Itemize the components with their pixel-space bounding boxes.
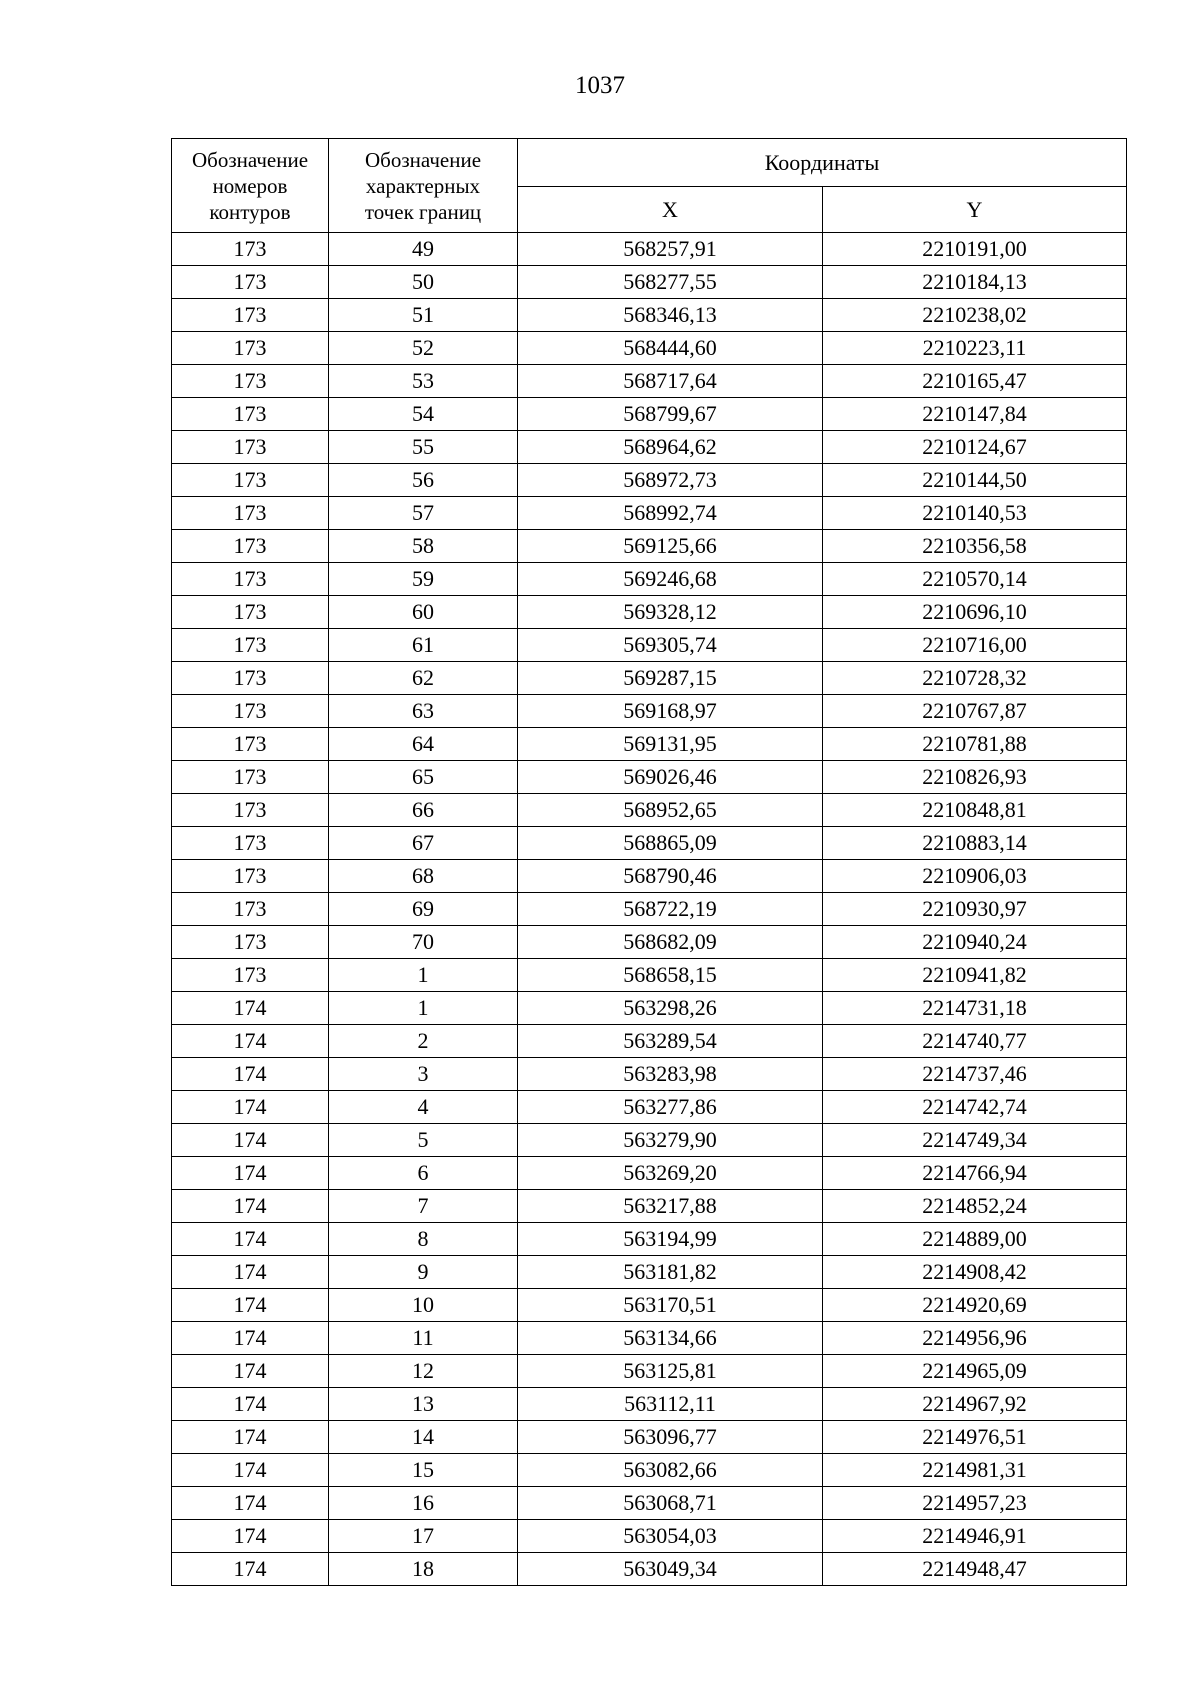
table-row [172,299,1127,332]
point-cell: 6 [329,1157,518,1190]
table-body [172,233,1127,1586]
x-cell: 563134,66 [518,1322,823,1355]
contour-cell: 174 [172,1553,329,1586]
contour-cell: 174 [172,1157,329,1190]
point-cell: 58 [329,530,518,563]
table-row [172,1421,1127,1454]
table-row [172,860,1127,893]
y-cell: 2214852,24 [823,1190,1127,1223]
table-row [172,629,1127,662]
y-cell: 2214742,74 [823,1091,1127,1124]
y-cell: 2214920,69 [823,1289,1127,1322]
point-cell: 16 [329,1487,518,1520]
point-cell: 65 [329,761,518,794]
x-cell: 568722,19 [518,893,823,926]
contour-cell: 174 [172,1190,329,1223]
point-cell: 2 [329,1025,518,1058]
point-cell: 66 [329,794,518,827]
x-cell: 568964,62 [518,431,823,464]
y-cell: 2210191,00 [823,233,1127,266]
table-row [172,464,1127,497]
contour-cell: 174 [172,1124,329,1157]
y-cell: 2210728,32 [823,662,1127,695]
point-cell: 10 [329,1289,518,1322]
contour-cell: 174 [172,1487,329,1520]
point-cell: 12 [329,1355,518,1388]
x-cell: 563181,82 [518,1256,823,1289]
header-contour-number: Обозначение номеров контуров [172,139,329,233]
y-cell: 2214981,31 [823,1454,1127,1487]
point-cell: 54 [329,398,518,431]
y-cell: 2214946,91 [823,1520,1127,1553]
y-cell: 2210238,02 [823,299,1127,332]
contour-cell: 173 [172,662,329,695]
x-cell: 563112,11 [518,1388,823,1421]
contour-cell: 174 [172,1058,329,1091]
header-y: Y [823,187,1127,233]
x-cell: 569328,12 [518,596,823,629]
x-cell: 568277,55 [518,266,823,299]
table-row [172,893,1127,926]
contour-cell: 173 [172,233,329,266]
point-cell: 52 [329,332,518,365]
point-cell: 57 [329,497,518,530]
point-cell: 1 [329,992,518,1025]
y-cell: 2214908,42 [823,1256,1127,1289]
table-row [172,1223,1127,1256]
point-cell: 17 [329,1520,518,1553]
x-cell: 568346,13 [518,299,823,332]
y-cell: 2214976,51 [823,1421,1127,1454]
x-cell: 568865,09 [518,827,823,860]
point-cell: 64 [329,728,518,761]
contour-cell: 174 [172,1223,329,1256]
y-cell: 2210356,58 [823,530,1127,563]
table-row [172,662,1127,695]
contour-cell: 173 [172,695,329,728]
table-row [172,1487,1127,1520]
y-cell: 2210848,81 [823,794,1127,827]
point-cell: 53 [329,365,518,398]
y-cell: 2210570,14 [823,563,1127,596]
contour-cell: 173 [172,827,329,860]
x-cell: 568799,67 [518,398,823,431]
point-cell: 50 [329,266,518,299]
x-cell: 563279,90 [518,1124,823,1157]
x-cell: 569287,15 [518,662,823,695]
point-cell: 18 [329,1553,518,1586]
contour-cell: 173 [172,266,329,299]
y-cell: 2214749,34 [823,1124,1127,1157]
point-cell: 56 [329,464,518,497]
y-cell: 2210184,13 [823,266,1127,299]
x-cell: 563194,99 [518,1223,823,1256]
table-row [172,332,1127,365]
point-cell: 4 [329,1091,518,1124]
contour-cell: 174 [172,1256,329,1289]
point-cell: 60 [329,596,518,629]
table-row [172,1157,1127,1190]
contour-cell: 173 [172,530,329,563]
y-cell: 2214957,23 [823,1487,1127,1520]
point-cell: 8 [329,1223,518,1256]
contour-cell: 173 [172,893,329,926]
contour-cell: 173 [172,431,329,464]
contour-cell: 174 [172,1421,329,1454]
contour-cell: 174 [172,1520,329,1553]
x-cell: 568790,46 [518,860,823,893]
y-cell: 2214766,94 [823,1157,1127,1190]
contour-cell: 174 [172,1388,329,1421]
x-cell: 568717,64 [518,365,823,398]
point-cell: 7 [329,1190,518,1223]
contour-cell: 173 [172,497,329,530]
coordinates-table [171,138,1127,1586]
y-cell: 2214956,96 [823,1322,1127,1355]
y-cell: 2210223,11 [823,332,1127,365]
table-row [172,992,1127,1025]
x-cell: 563049,34 [518,1553,823,1586]
contour-cell: 174 [172,1322,329,1355]
point-cell: 15 [329,1454,518,1487]
point-cell: 3 [329,1058,518,1091]
y-cell: 2214965,09 [823,1355,1127,1388]
table-row [172,1520,1127,1553]
x-cell: 569305,74 [518,629,823,662]
x-cell: 563068,71 [518,1487,823,1520]
point-cell: 13 [329,1388,518,1421]
x-cell: 563269,20 [518,1157,823,1190]
point-cell: 59 [329,563,518,596]
contour-cell: 174 [172,1025,329,1058]
x-cell: 568952,65 [518,794,823,827]
contour-cell: 173 [172,365,329,398]
point-cell: 14 [329,1421,518,1454]
x-cell: 569131,95 [518,728,823,761]
contour-cell: 173 [172,860,329,893]
table-row [172,761,1127,794]
point-cell: 11 [329,1322,518,1355]
page-number: 1037 [575,72,625,99]
table-row [172,1058,1127,1091]
x-cell: 563082,66 [518,1454,823,1487]
header-coordinates: Координаты [518,139,1127,187]
table-row [172,926,1127,959]
y-cell: 2210716,00 [823,629,1127,662]
y-cell: 2210124,67 [823,431,1127,464]
table-row [172,1124,1127,1157]
x-cell: 569246,68 [518,563,823,596]
point-cell: 68 [329,860,518,893]
header-boundary-point: Обозначение характерных точек границ [329,139,518,233]
point-cell: 51 [329,299,518,332]
point-cell: 63 [329,695,518,728]
table-row [172,1190,1127,1223]
contour-cell: 173 [172,761,329,794]
y-cell: 2214737,46 [823,1058,1127,1091]
contour-cell: 173 [172,794,329,827]
table-row [172,695,1127,728]
contour-cell: 173 [172,728,329,761]
point-cell: 55 [329,431,518,464]
table-row [172,530,1127,563]
contour-cell: 173 [172,959,329,992]
y-cell: 2210781,88 [823,728,1127,761]
y-cell: 2214889,00 [823,1223,1127,1256]
contour-cell: 173 [172,464,329,497]
table-row [172,596,1127,629]
y-cell: 2210940,24 [823,926,1127,959]
contour-cell: 173 [172,596,329,629]
x-cell: 568658,15 [518,959,823,992]
x-cell: 563096,77 [518,1421,823,1454]
y-cell: 2210826,93 [823,761,1127,794]
contour-cell: 174 [172,1289,329,1322]
table-row [172,794,1127,827]
point-cell: 69 [329,893,518,926]
x-cell: 568444,60 [518,332,823,365]
contour-cell: 174 [172,1355,329,1388]
point-cell: 70 [329,926,518,959]
table-row [172,233,1127,266]
x-cell: 569026,46 [518,761,823,794]
y-cell: 2214967,92 [823,1388,1127,1421]
x-cell: 563277,86 [518,1091,823,1124]
y-cell: 2210696,10 [823,596,1127,629]
table-row [172,1256,1127,1289]
y-cell: 2210140,53 [823,497,1127,530]
table-row [172,1289,1127,1322]
x-cell: 569168,97 [518,695,823,728]
x-cell: 568682,09 [518,926,823,959]
y-cell: 2210147,84 [823,398,1127,431]
y-cell: 2210144,50 [823,464,1127,497]
y-cell: 2214740,77 [823,1025,1127,1058]
contour-cell: 173 [172,332,329,365]
x-cell: 563125,81 [518,1355,823,1388]
x-cell: 568257,91 [518,233,823,266]
table-row [172,1025,1127,1058]
table-row [172,1322,1127,1355]
table-row [172,398,1127,431]
contour-cell: 173 [172,926,329,959]
table-row [172,827,1127,860]
table-row [172,1553,1127,1586]
table-row [172,1355,1127,1388]
table-row [172,563,1127,596]
x-cell: 563217,88 [518,1190,823,1223]
y-cell: 2210165,47 [823,365,1127,398]
y-cell: 2210883,14 [823,827,1127,860]
y-cell: 2214731,18 [823,992,1127,1025]
contour-cell: 174 [172,992,329,1025]
point-cell: 5 [329,1124,518,1157]
table-row [172,728,1127,761]
contour-cell: 173 [172,563,329,596]
table-row [172,266,1127,299]
contour-cell: 174 [172,1091,329,1124]
y-cell: 2214948,47 [823,1553,1127,1586]
point-cell: 9 [329,1256,518,1289]
point-cell: 62 [329,662,518,695]
x-cell: 568992,74 [518,497,823,530]
table-row [172,1454,1127,1487]
table-row [172,1091,1127,1124]
x-cell: 563054,03 [518,1520,823,1553]
table-row [172,1388,1127,1421]
table-row [172,431,1127,464]
x-cell: 569125,66 [518,530,823,563]
x-cell: 563170,51 [518,1289,823,1322]
table-row [172,365,1127,398]
y-cell: 2210930,97 [823,893,1127,926]
header-x: X [518,187,823,233]
contour-cell: 173 [172,398,329,431]
point-cell: 1 [329,959,518,992]
table-row [172,497,1127,530]
x-cell: 568972,73 [518,464,823,497]
contour-cell: 173 [172,629,329,662]
y-cell: 2210941,82 [823,959,1127,992]
contour-cell: 173 [172,299,329,332]
contour-cell: 174 [172,1454,329,1487]
table-row [172,959,1127,992]
x-cell: 563298,26 [518,992,823,1025]
x-cell: 563283,98 [518,1058,823,1091]
point-cell: 61 [329,629,518,662]
point-cell: 67 [329,827,518,860]
y-cell: 2210767,87 [823,695,1127,728]
x-cell: 563289,54 [518,1025,823,1058]
y-cell: 2210906,03 [823,860,1127,893]
point-cell: 49 [329,233,518,266]
